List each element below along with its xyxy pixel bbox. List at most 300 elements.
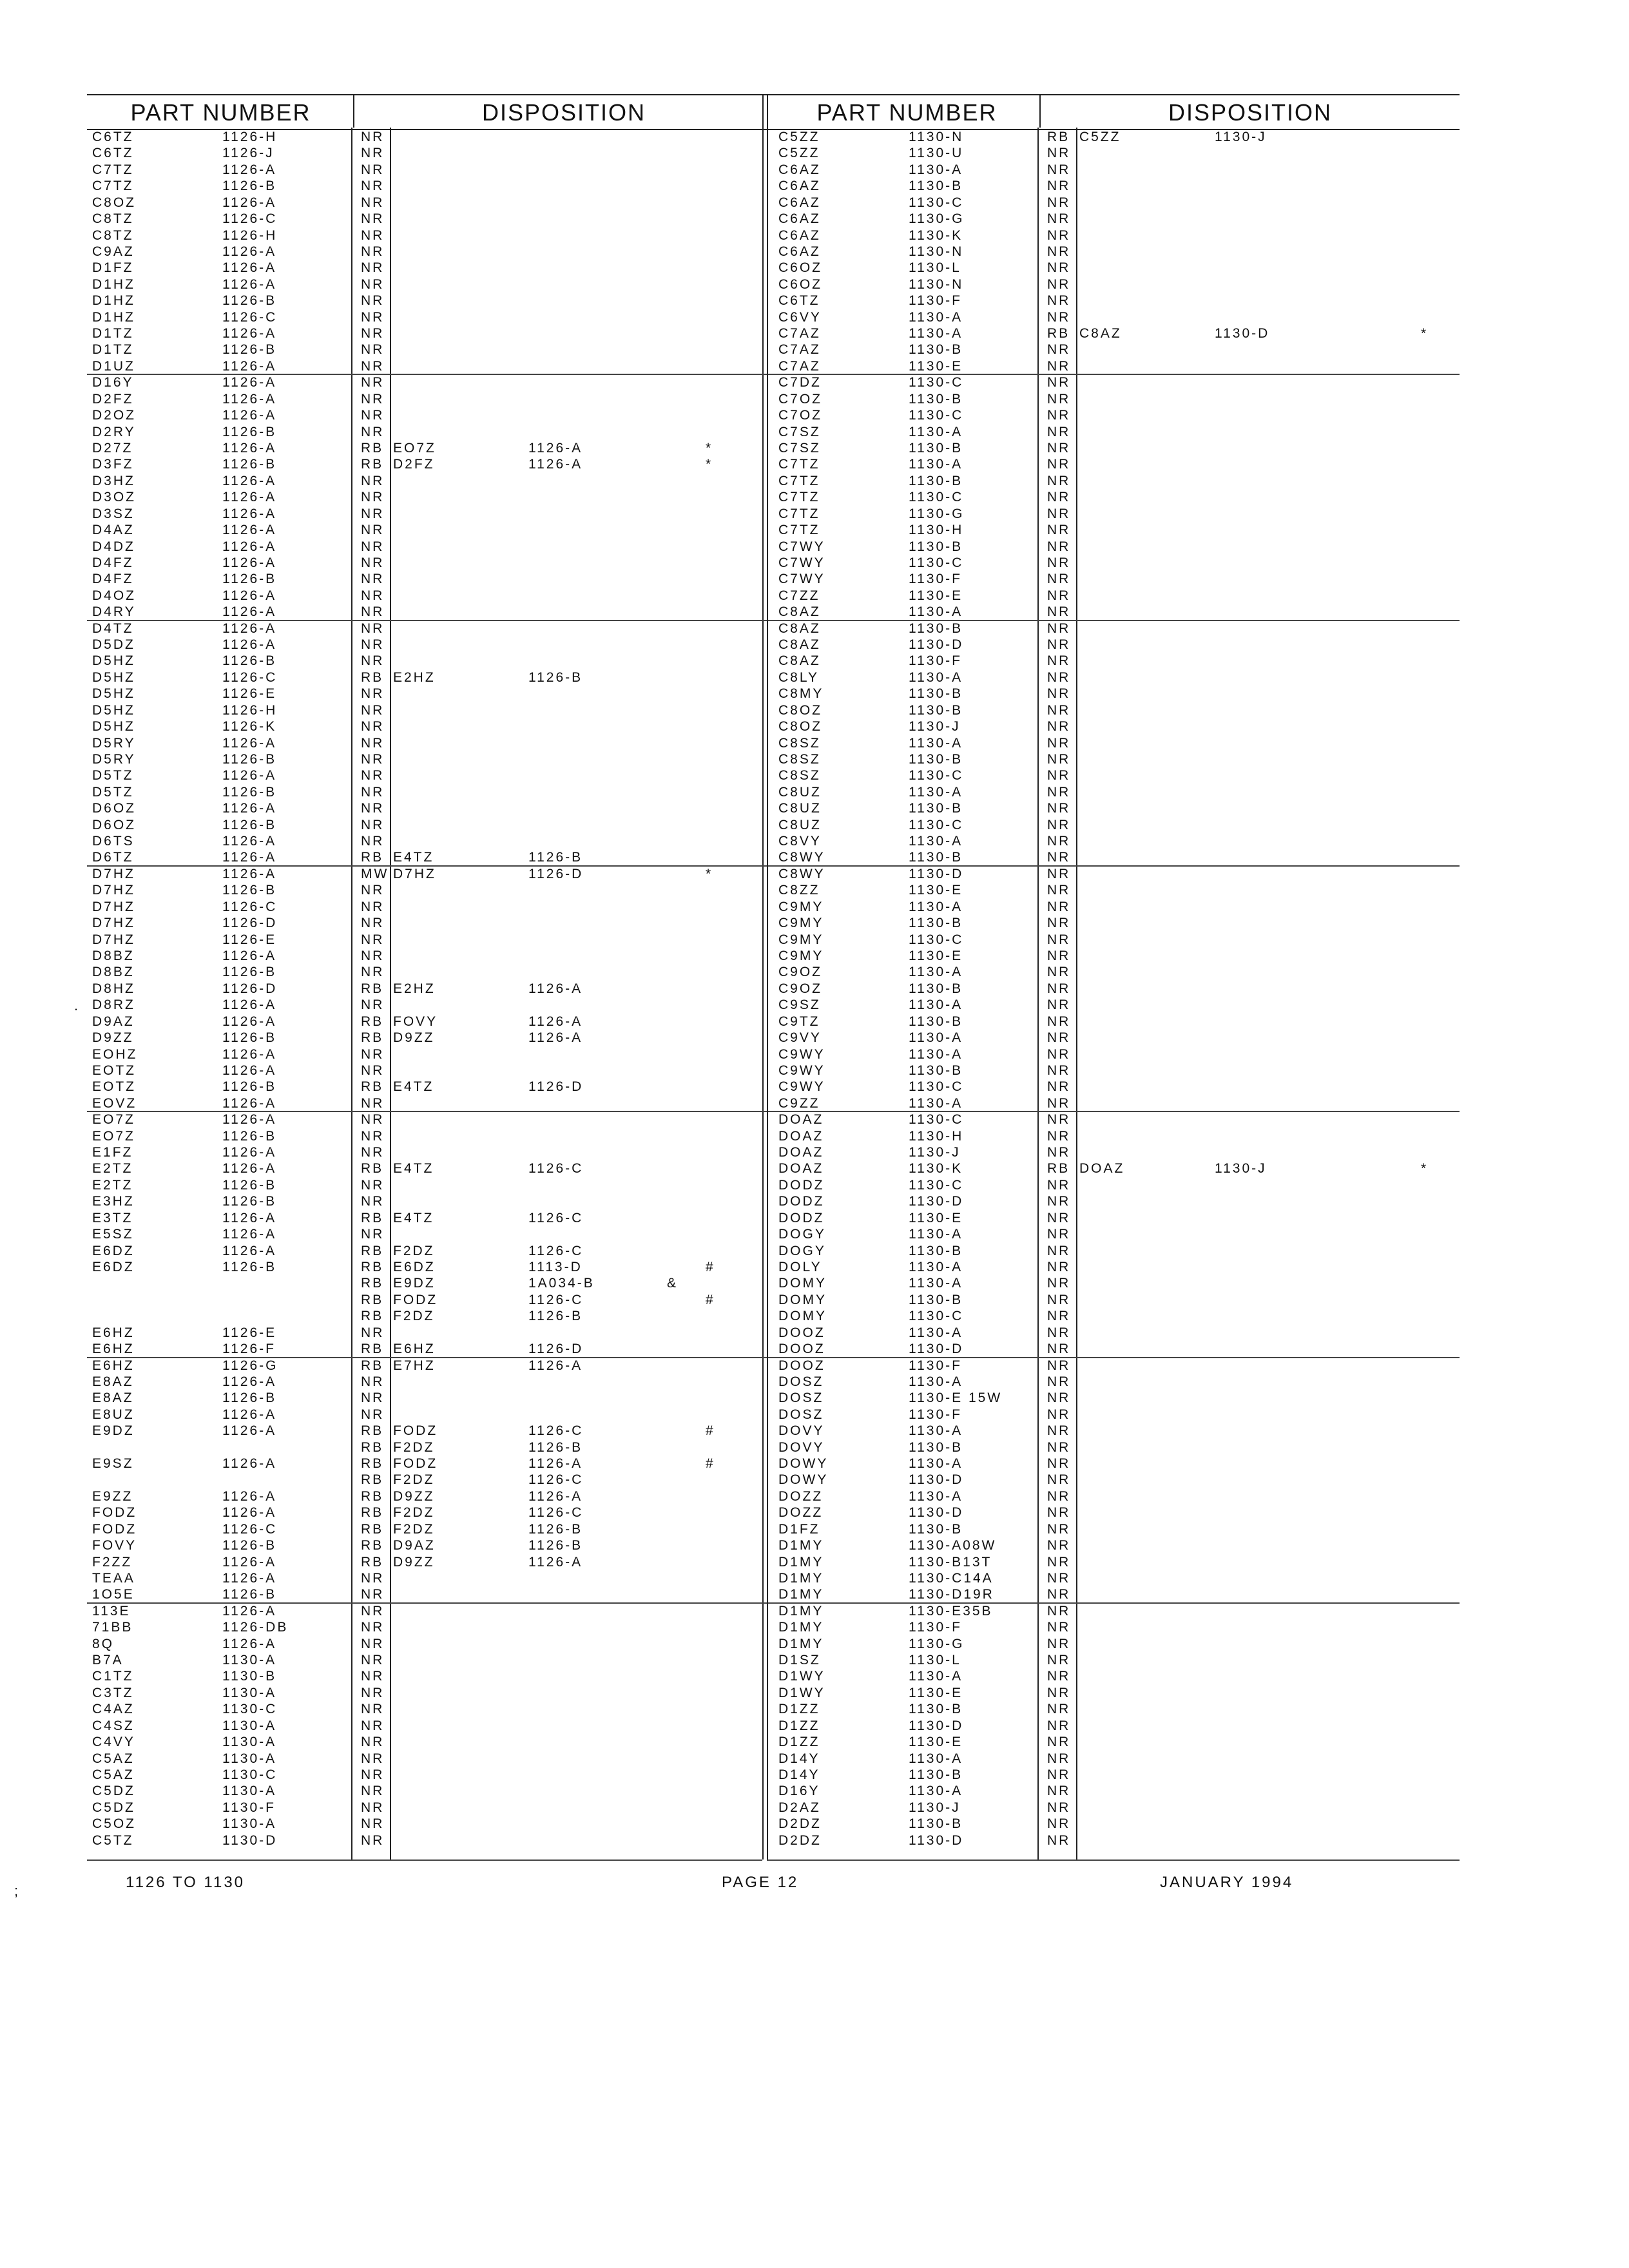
part-suffix: 1130-C <box>909 555 964 570</box>
footer-page: PAGE 12 <box>722 1874 799 1891</box>
disposition-code: NR <box>361 326 385 341</box>
part-prefix: C6OZ <box>778 276 823 292</box>
disposition-code: NR <box>1047 1783 1071 1799</box>
part-suffix: 1130-N <box>909 130 964 144</box>
part-suffix: 1126-A <box>222 1062 277 1078</box>
disposition-code: NR <box>361 539 385 554</box>
disposition-code: NR <box>1047 523 1071 538</box>
part-prefix: D2OZ <box>92 408 137 423</box>
part-prefix: D3HZ <box>92 473 135 488</box>
part-suffix: 1126-D <box>222 981 278 996</box>
disposition-code: NR <box>1047 227 1071 243</box>
disposition-code: NR <box>1047 883 1071 898</box>
left-table <box>87 94 773 1860</box>
disposition-code: NR <box>361 1718 385 1733</box>
part-prefix: C7OZ <box>778 391 823 407</box>
part-prefix: 71BB <box>92 1620 133 1635</box>
disposition-code: NR <box>1047 539 1071 554</box>
part-suffix: 1130-J <box>909 1145 961 1160</box>
disposition-code: RB <box>361 1341 384 1357</box>
part-prefix: D1UZ <box>92 358 135 374</box>
part-suffix: 1130-A <box>909 997 963 1013</box>
part-prefix: EO7Z <box>92 1112 135 1128</box>
part-prefix: EOHZ <box>92 1046 138 1062</box>
disposition-code: NR <box>361 358 385 374</box>
part-prefix: D4DZ <box>92 539 135 554</box>
disposition-code: NR <box>1047 1505 1071 1521</box>
left-table-header <box>87 94 773 130</box>
part-suffix: 1126-A <box>222 358 277 374</box>
part-prefix: D7HZ <box>92 899 135 914</box>
part-suffix: 1126-B <box>222 1390 277 1406</box>
disposition-code: NR <box>1047 146 1071 161</box>
part-suffix: 1126-A <box>222 473 277 488</box>
disposition-code: NR <box>1047 1800 1071 1815</box>
part-suffix: 1130-B <box>909 702 963 718</box>
replacement-prefix: C5ZZ <box>1079 130 1121 144</box>
part-prefix: D14Y <box>778 1751 820 1766</box>
part-suffix: 1130-A <box>909 604 963 620</box>
disposition-code: NR <box>361 1390 385 1406</box>
note-flag: # <box>706 1456 715 1472</box>
replacement-prefix: DOAZ <box>1079 1161 1125 1177</box>
note-flag: & <box>667 1276 679 1291</box>
part-suffix: 1130-A <box>909 834 963 849</box>
part-prefix: D1MY <box>778 1554 824 1570</box>
part-prefix: C8WY <box>778 866 825 881</box>
scan-speck: ; <box>14 1883 19 1899</box>
part-prefix: FOVY <box>92 1538 137 1553</box>
disposition-code: RB <box>361 1210 384 1225</box>
replacement-suffix: 1126-A <box>528 1456 583 1472</box>
part-suffix: 1126-A <box>222 1145 277 1160</box>
disposition-code: NR <box>1047 1554 1071 1570</box>
part-prefix: C6AZ <box>778 162 821 177</box>
part-suffix: 1130-A <box>222 1751 277 1766</box>
disposition-code: NR <box>1047 1735 1071 1750</box>
part-suffix: 1130-E <box>909 358 963 374</box>
disposition-code: NR <box>361 604 385 620</box>
part-suffix: 1126-A <box>222 801 277 816</box>
part-prefix: C8LY <box>778 669 819 685</box>
disposition-code: NR <box>361 146 385 161</box>
part-suffix: 1130-B <box>909 178 963 194</box>
part-prefix: C7SZ <box>778 440 821 456</box>
part-suffix: 1130-B <box>909 391 963 407</box>
part-prefix: C9WY <box>778 1046 825 1062</box>
disposition-code: NR <box>361 1227 385 1242</box>
part-prefix: D1MY <box>778 1538 824 1553</box>
disposition-code: NR <box>1047 440 1071 456</box>
part-suffix: 1130-B <box>909 686 963 702</box>
part-suffix: 1126-E <box>222 686 277 702</box>
part-suffix: 1130-A <box>909 1046 963 1062</box>
replacement-suffix: 1126-D <box>528 1079 584 1095</box>
part-prefix: E8AZ <box>92 1374 134 1389</box>
disposition-code: NR <box>1047 719 1071 735</box>
part-suffix: 1130-A <box>909 1227 963 1242</box>
part-suffix: 1130-C <box>909 490 964 505</box>
part-prefix: C8ZZ <box>778 883 820 898</box>
disposition-code: NR <box>361 702 385 718</box>
disposition-header: DISPOSITION <box>1168 99 1333 126</box>
part-prefix: D5RY <box>92 751 136 767</box>
part-prefix: D5HZ <box>92 702 135 718</box>
part-suffix: 1126-A <box>222 1046 277 1062</box>
part-suffix: 1130-E <box>909 588 963 603</box>
replacement-suffix: 1113-D <box>528 1259 583 1274</box>
disposition-code: NR <box>1047 1046 1071 1062</box>
part-prefix: EOTZ <box>92 1062 136 1078</box>
code-column-border-left <box>1037 128 1039 1860</box>
part-suffix: 1126-A <box>222 391 277 407</box>
disposition-code: NR <box>1047 1423 1071 1439</box>
replacement-suffix: 1126-C <box>528 1505 584 1521</box>
disposition-code: NR <box>1047 1014 1071 1029</box>
header-divider <box>353 94 354 128</box>
part-prefix: DOGY <box>778 1227 826 1242</box>
disposition-code: NR <box>1047 620 1071 636</box>
part-prefix: DODZ <box>778 1194 825 1209</box>
part-prefix: C6AZ <box>778 211 821 227</box>
disposition-code: NR <box>361 162 385 177</box>
part-suffix: 1130-F <box>909 1407 962 1422</box>
disposition-code: RB <box>361 457 384 472</box>
part-prefix: C7TZ <box>92 162 134 177</box>
disposition-code: NR <box>1047 1653 1071 1668</box>
part-prefix: C8TZ <box>92 211 134 227</box>
disposition-code: NR <box>361 1177 385 1193</box>
part-prefix: C9MY <box>778 932 824 947</box>
disposition-code: NR <box>1047 1276 1071 1291</box>
group-separator <box>87 1602 773 1604</box>
right-bottom-rule <box>767 1860 1460 1861</box>
part-prefix: D3OZ <box>92 490 137 505</box>
disposition-code: NR <box>361 1128 385 1144</box>
part-suffix: 1130-A <box>909 965 963 980</box>
part-suffix: 1126-A <box>222 162 277 177</box>
disposition-code: NR <box>361 620 385 636</box>
part-prefix: D4FZ <box>92 572 134 587</box>
disposition-code: NR <box>361 1095 385 1111</box>
disposition-code: NR <box>361 1816 385 1832</box>
replacement-suffix: 1126-B <box>528 850 583 865</box>
part-suffix: 1126-A <box>222 735 277 751</box>
disposition-code: NR <box>1047 604 1071 620</box>
part-suffix: 1130-B <box>909 440 963 456</box>
part-prefix: D9AZ <box>92 1014 135 1029</box>
disposition-code: NR <box>361 1194 385 1209</box>
disposition-code: NR <box>361 588 385 603</box>
replacement-prefix: E7HZ <box>393 1358 436 1373</box>
part-suffix: 1130-B <box>909 1062 963 1078</box>
part-suffix: 1126-A <box>222 1374 277 1389</box>
disposition-code: NR <box>1047 899 1071 914</box>
replacement-suffix: 1126-B <box>528 1309 583 1324</box>
part-prefix: D7HZ <box>92 932 135 947</box>
part-suffix: 1126-B <box>222 178 277 194</box>
disposition-code: NR <box>1047 702 1071 718</box>
replacement-suffix: 1126-B <box>528 1538 583 1553</box>
part-prefix: D5HZ <box>92 719 135 735</box>
disposition-code: RB <box>361 440 384 456</box>
disposition-code: NR <box>1047 1570 1071 1586</box>
part-suffix: 1130-E <box>909 1685 963 1700</box>
part-prefix: D4RY <box>92 604 136 620</box>
part-prefix: C5ZZ <box>778 146 820 161</box>
part-prefix: C8AZ <box>778 604 821 620</box>
part-number-header: PART NUMBER <box>130 99 311 126</box>
part-prefix: D1TZ <box>92 342 134 358</box>
part-prefix: FODZ <box>92 1505 137 1521</box>
part-suffix: 1126-B <box>222 424 277 439</box>
disposition-code: NR <box>1047 572 1071 587</box>
part-suffix: 1126-B <box>222 1194 277 1209</box>
part-prefix: C7WY <box>778 572 825 587</box>
disposition-code: NR <box>1047 342 1071 358</box>
note-flag: # <box>706 1292 715 1307</box>
part-prefix: C8OZ <box>778 702 823 718</box>
replacement-prefix: D9ZZ <box>393 1030 435 1046</box>
replacement-prefix: E4TZ <box>393 850 434 865</box>
replacement-suffix: 1126-C <box>528 1472 584 1488</box>
disposition-code: NR <box>361 1800 385 1815</box>
part-prefix: C8AZ <box>778 620 821 636</box>
replacement-prefix: F2DZ <box>393 1472 435 1488</box>
disposition-code: NR <box>361 260 385 276</box>
disposition-code: NR <box>1047 784 1071 800</box>
part-prefix: D1HZ <box>92 293 135 309</box>
part-prefix: DOSZ <box>778 1374 824 1389</box>
part-prefix: D6OZ <box>92 817 137 832</box>
part-suffix: 1130-B <box>909 1014 963 1029</box>
part-suffix: 1130-A <box>909 1030 963 1046</box>
disposition-code: NR <box>361 1767 385 1782</box>
footer-date: JANUARY 1994 <box>1160 1874 1294 1891</box>
part-prefix: D5TZ <box>92 768 134 783</box>
disposition-code: NR <box>1047 1439 1071 1455</box>
part-suffix: 1130-B <box>909 1439 963 1455</box>
part-prefix: D5RY <box>92 735 136 751</box>
part-prefix: D1HZ <box>92 309 135 325</box>
part-prefix: D1ZZ <box>778 1735 820 1750</box>
part-suffix: 1130-B <box>909 916 963 931</box>
part-suffix: 1126-E <box>222 932 277 947</box>
part-suffix: 1130-C <box>909 375 964 390</box>
part-suffix: 1126-A <box>222 490 277 505</box>
disposition-code: NR <box>361 801 385 816</box>
part-prefix: E2TZ <box>92 1161 133 1177</box>
part-prefix: DOZZ <box>778 1488 824 1504</box>
part-prefix: E8AZ <box>92 1390 134 1406</box>
part-prefix: C7SZ <box>778 424 821 439</box>
part-suffix: 1126-DB <box>222 1620 289 1635</box>
group-separator <box>773 1111 1460 1112</box>
disposition-code: NR <box>1047 1374 1071 1389</box>
replacement-suffix: 1126-D <box>528 1341 584 1357</box>
part-suffix: 1126-J <box>222 146 275 161</box>
part-prefix: D2FZ <box>92 391 134 407</box>
replacement-prefix: F2DZ <box>393 1521 435 1537</box>
replacement-suffix: 1126-C <box>528 1243 584 1258</box>
disposition-code: NR <box>1047 1521 1071 1537</box>
part-prefix: D2AZ <box>778 1800 821 1815</box>
part-suffix: 1130-C <box>909 932 964 947</box>
replacement-prefix: F2DZ <box>393 1309 435 1324</box>
group-separator <box>773 865 1460 867</box>
part-suffix: 1130-C <box>909 1309 964 1324</box>
disposition-code: NR <box>361 1636 385 1651</box>
part-prefix: D4FZ <box>92 555 134 570</box>
disposition-code: NR <box>361 686 385 702</box>
group-separator <box>87 620 773 621</box>
part-prefix: D1MY <box>778 1636 824 1651</box>
part-prefix: C9AZ <box>92 244 135 259</box>
disposition-code: NR <box>361 932 385 947</box>
disposition-code: NR <box>361 1783 385 1799</box>
part-prefix: C8SZ <box>778 768 821 783</box>
part-suffix: 1130-A <box>909 309 963 325</box>
disposition-code: NR <box>361 309 385 325</box>
group-separator <box>87 1111 773 1112</box>
part-suffix: 1130-J <box>909 1800 961 1815</box>
scan-speck: . <box>74 997 79 1014</box>
part-prefix: C9WY <box>778 1062 825 1078</box>
part-suffix: 1130-D <box>222 1832 278 1848</box>
part-suffix: 1126-B <box>222 457 277 472</box>
part-suffix: 1126-A <box>222 440 277 456</box>
part-suffix: 1126-B <box>222 1259 277 1274</box>
disposition-code: NR <box>361 555 385 570</box>
part-suffix: 1130-K <box>909 1161 963 1177</box>
disposition-code: NR <box>1047 309 1071 325</box>
part-suffix: 1130-D <box>909 1718 964 1733</box>
replacement-suffix: 1130-J <box>1215 1161 1267 1177</box>
disposition-code: NR <box>1047 1751 1071 1766</box>
part-prefix: C8OZ <box>92 195 137 210</box>
disposition-code: NR <box>1047 178 1071 194</box>
part-suffix: 1130-A <box>222 1783 277 1799</box>
part-suffix: 1126-A <box>222 1227 277 1242</box>
part-suffix: 1130-A <box>909 1325 963 1340</box>
part-prefix: C7OZ <box>778 408 823 423</box>
part-prefix: C8UZ <box>778 784 822 800</box>
disposition-code: NR <box>1047 1587 1071 1602</box>
part-prefix: C6VY <box>778 309 822 325</box>
note-flag: * <box>1421 1161 1429 1177</box>
disposition-code: NR <box>361 490 385 505</box>
part-prefix: D1SZ <box>778 1653 821 1668</box>
replacement-prefix: D9ZZ <box>393 1554 435 1570</box>
part-prefix: C6AZ <box>778 178 821 194</box>
part-prefix: E9ZZ <box>92 1488 133 1504</box>
part-suffix: 1130-B <box>909 850 963 865</box>
replacement-suffix: 1130-J <box>1215 130 1267 144</box>
part-suffix: 1130-L <box>909 1653 961 1668</box>
disposition-code: NR <box>361 1702 385 1717</box>
part-suffix: 1126-H <box>222 227 278 243</box>
disposition-code: NR <box>361 997 385 1013</box>
part-prefix: F2ZZ <box>92 1554 133 1570</box>
part-prefix: D4AZ <box>92 523 135 538</box>
part-prefix: DOOZ <box>778 1341 825 1357</box>
part-prefix: B7A <box>92 1653 124 1668</box>
disposition-code: RB <box>361 1358 384 1373</box>
disposition-code: NR <box>1047 358 1071 374</box>
panel-left-border <box>767 94 768 1860</box>
part-prefix: D8BZ <box>92 965 135 980</box>
part-suffix: 1126-B <box>222 1587 277 1602</box>
part-suffix: 1130-D <box>909 1341 964 1357</box>
replacement-prefix: D7HZ <box>393 866 436 881</box>
part-prefix: D1MY <box>778 1587 824 1602</box>
part-prefix: D1HZ <box>92 276 135 292</box>
part-suffix: 1130-L <box>909 260 961 276</box>
part-suffix: 1130-D <box>909 1472 964 1488</box>
part-suffix: 1130-E35B <box>909 1603 993 1619</box>
part-suffix: 1126-H <box>222 130 278 144</box>
part-suffix: 1130-B <box>909 981 963 996</box>
part-prefix: E6DZ <box>92 1243 135 1258</box>
part-suffix: 1126-A <box>222 1161 277 1177</box>
disposition-code: NR <box>1047 916 1071 931</box>
part-suffix: 1130-N <box>909 244 964 259</box>
disposition-code: RB <box>361 669 384 685</box>
replacement-prefix: D2FZ <box>393 457 435 472</box>
group-separator <box>773 1357 1460 1358</box>
replacement-suffix: 1126-C <box>528 1292 584 1307</box>
part-prefix: DODZ <box>778 1210 825 1225</box>
disposition-code: NR <box>1047 1309 1071 1324</box>
part-suffix: 1130-J <box>909 719 961 735</box>
disposition-code: NR <box>1047 1194 1071 1209</box>
disposition-code: NR <box>361 572 385 587</box>
part-prefix: D1ZZ <box>778 1702 820 1717</box>
part-suffix: 1130-H <box>909 523 964 538</box>
part-suffix: 1130-A <box>222 1685 277 1700</box>
part-prefix: E2TZ <box>92 1177 133 1193</box>
disposition-code: NR <box>1047 1128 1071 1144</box>
group-separator <box>773 374 1460 375</box>
disposition-code: RB <box>361 1456 384 1472</box>
part-prefix: C6AZ <box>778 227 821 243</box>
part-suffix: 1130-A <box>909 1456 963 1472</box>
replacement-suffix: 1126-A <box>528 1554 583 1570</box>
part-suffix: 1126-B <box>222 1177 277 1193</box>
disposition-code: NR <box>361 130 385 144</box>
disposition-code: NR <box>361 211 385 227</box>
disposition-code: NR <box>361 637 385 653</box>
part-prefix: DOWY <box>778 1472 829 1488</box>
replacement-suffix: 1126-A <box>528 1488 583 1504</box>
part-suffix: 1126-A <box>222 850 277 865</box>
part-suffix: 1126-B <box>222 1128 277 1144</box>
part-number-header: PART NUMBER <box>816 99 998 126</box>
part-prefix: E5SZ <box>92 1227 134 1242</box>
disposition-code: RB <box>361 1554 384 1570</box>
part-suffix: 1130-A <box>909 669 963 685</box>
disposition-code: NR <box>361 948 385 963</box>
disposition-code: NR <box>1047 162 1071 177</box>
part-suffix: 1126-B <box>222 1538 277 1553</box>
part-suffix: 1130-B <box>909 1521 963 1537</box>
disposition-code: NR <box>361 1046 385 1062</box>
part-suffix: 1126-A <box>222 555 277 570</box>
part-prefix: C5AZ <box>92 1767 135 1782</box>
part-prefix: D9ZZ <box>92 1030 134 1046</box>
disposition-code: NR <box>1047 1227 1071 1242</box>
part-suffix: 1126-A <box>222 604 277 620</box>
